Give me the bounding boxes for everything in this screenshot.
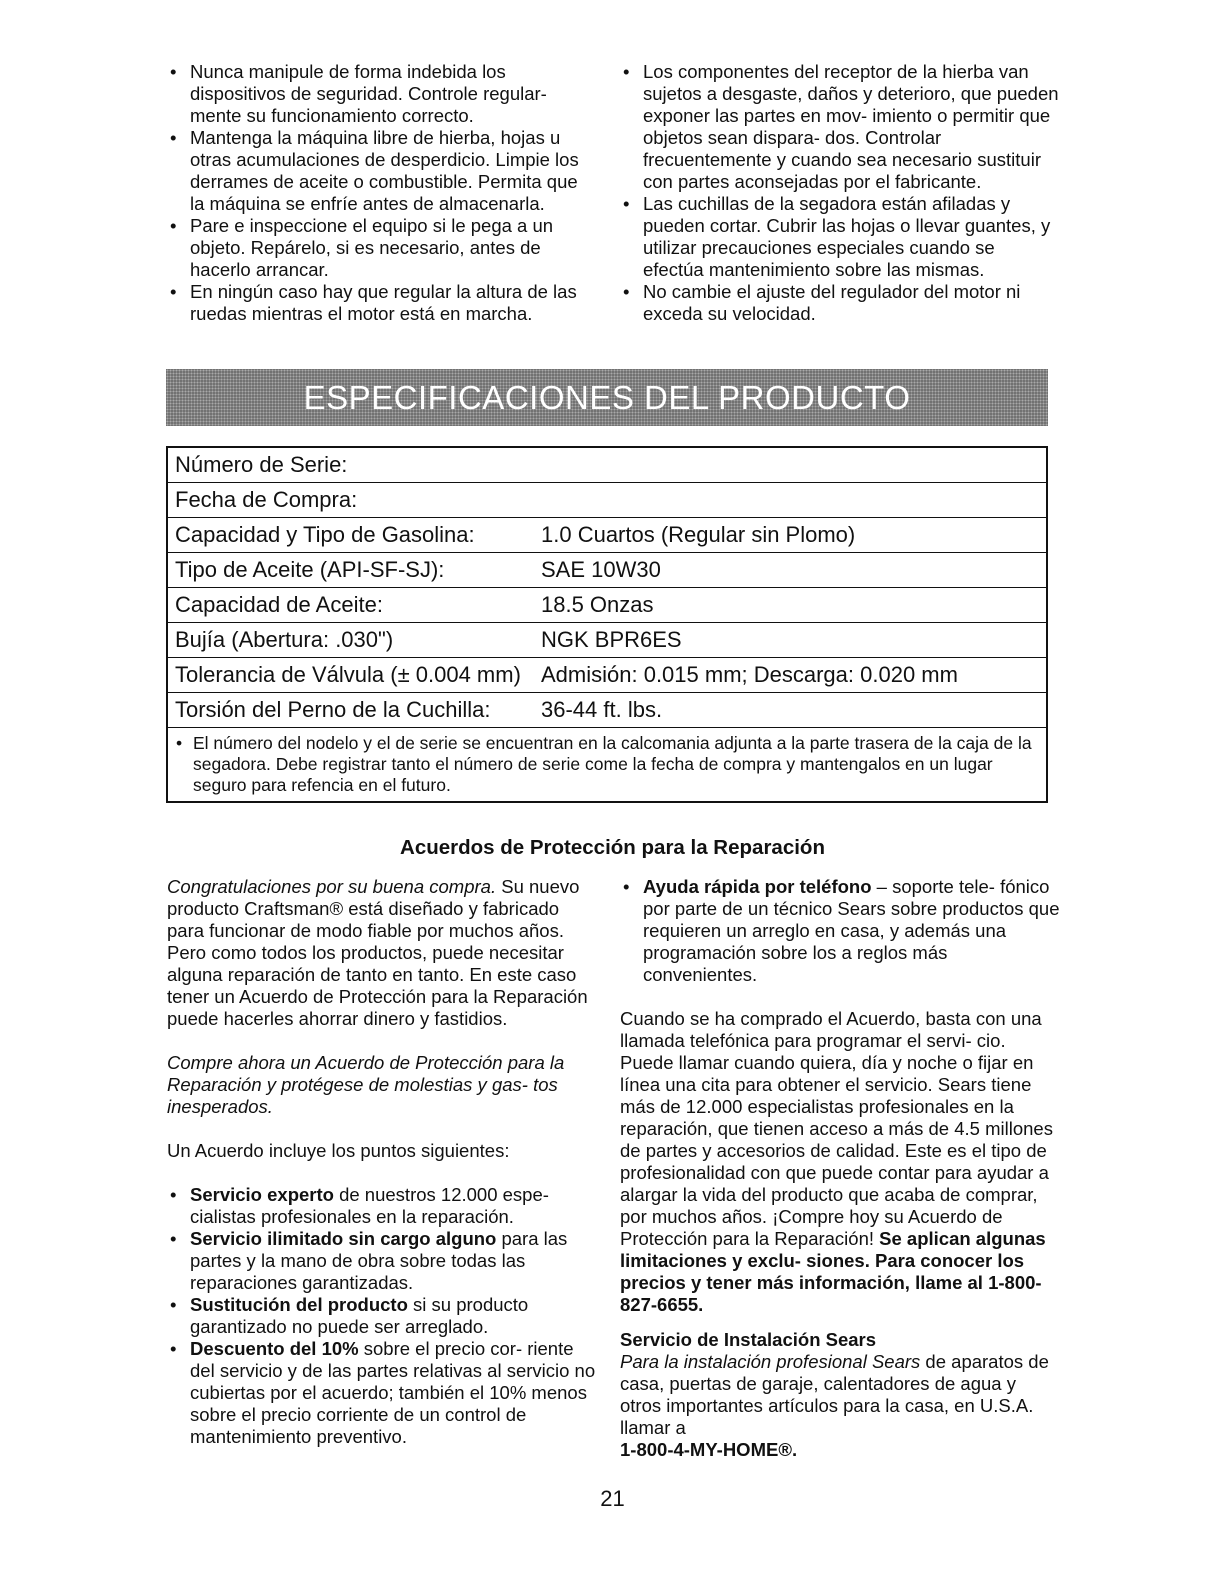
point-title: Servicio experto [190,1184,334,1205]
spec-value: NGK BPR6ES [541,627,682,652]
table-row [168,658,1046,693]
install-phone: 1-800-4-MY-HOME®. [620,1439,798,1460]
install-paragraph [620,1351,1060,1461]
point-text: sobre el precio cor- riente del servicio y de las partes relativas al servicio no cubiertas por el acuerdo; también el 10% menos sobre el precio corriente de un control de mantenimiento preventivo. [190,1338,596,1447]
includes-paragraph: Un Acuerdo incluye los puntos siguientes: [167,1140,510,1161]
spec-label: Número de Serie: [175,452,348,477]
repair-column-right [620,876,1060,1461]
list-item: • Nunca manipule de forma indebida los dispositivos de seguridad. Controle regular- mente su funcionamiento correcto. [167,61,597,127]
list-item [167,1338,597,1448]
section-heading: Acuerdos de Protección para la Reparación [400,836,825,859]
table-row [168,693,1046,728]
spec-label: Fecha de Compra: [175,487,358,512]
point-text: para las partes y la mano de obra sobre todas las reparaciones garantizadas. [190,1228,568,1293]
spec-label: Torsión del Perno de la Cuchilla: [175,697,491,722]
purchase-paragraph [620,1008,1060,1316]
intro-text: Su nuevo producto Craftsman® está diseñado y fabricado para funcionar de modo fiable por muchos años. Pero como todos los productos, puede necesitar alguna reparación de tanto en tanto. En este caso tener un Acuerdo de Protección para la Reparación puede hacerles ahorrar dinero y fastidios. [167,876,588,1029]
buy-now-text: Compre ahora un Acuerdo de Protección para la Reparación y protégese de molestias y gas- tos inesperados. [167,1052,565,1117]
point-text: si su producto garantizado no puede ser arreglado. [190,1294,529,1337]
table-row [168,588,1046,623]
list-item: • Los componentes del receptor de la hierba van sujetos a desgaste, daños y deterioro, que pueden exponer las partes en mov- imiento o permitir que objetos sean dispara- dos. Controlar frecuentemente y cuando sea necesario sustituir con partes aconsejadas por el fabricante. [620,61,1060,193]
spec-label: Tipo de Aceite (API-SF-SJ): [175,557,445,582]
spec-value: 18.5 Onzas [541,592,654,617]
list-item: • No cambie el ajuste del regulador del motor ni exceda su velocidad. [620,281,1060,325]
safety-list-right [620,61,1060,325]
point-text: – soporte tele- fónico por parte de un técnico Sears sobre productos que requieren un arreglo en casa, y además una programación sobre los a reglos más convenientes. [643,876,1060,985]
point-title: Sustitución del producto [190,1294,408,1315]
repair-column-left [167,876,597,1448]
intro-paragraph [167,876,597,1030]
spec-value: Admisión: 0.015 mm; Descarga: 0.020 mm [541,662,958,687]
table-row [168,518,1046,553]
install-heading: Servicio de Instalación Sears [620,1329,877,1350]
list-item [167,1294,597,1338]
list-item: • Pare e inspeccione el equipo si le pega a un objeto. Repárelo, si es necesario, antes de hacerlo arrancar. [167,215,597,281]
spec-value: 1.0 Cuartos (Regular sin Plomo) [541,522,856,547]
limitations-text: Se aplican algunas limitaciones y exclu- siones. Para conocer los precios y tener más información, llame al 1-800-827-6655. [620,1228,1046,1315]
point-title: Descuento del 10% [190,1338,359,1359]
table-row [168,448,1046,483]
purchase-text: Cuando se ha comprado el Acuerdo, basta con una llamada telefónica para programar el servi- cio. Puede llamar cuando quiera, día y noche o fijar en línea una cita para obtener el servicio. Sears tiene más de 12.000 especialistas profesionales en la reparación, que tienen acceso a más de 4.5 millones de partes y accesorios de calidad. Este es el tipo de profesionalidad con que puede contar para ayudar a alargar la vida del producto que acaba de comprar, por muchos años. ¡Compre hoy su Acuerdo de Protección para la Reparación! [620,1008,1053,1249]
list-item: • Las cuchillas de la segadora están afiladas y pueden cortar. Cubrir las hojas o llevar guantes, y utilizar precauciones especiales cuando se efectúa mantenimiento sobre las mismas. [620,193,1060,281]
spec-note: • El número del nodelo y el de serie se encuentran en la calcomania adjunta a la parte trasera de la caja de la segadora. Debe registrar tanto el número de serie come la fecha de compra y mantengalos en un lugar seguro para refencia en el futuro. [168,728,1046,801]
table-row [168,483,1046,518]
intro-italic: Congratulaciones por su buena compra. [167,876,497,897]
point-title: Ayuda rápida por teléfono [643,876,872,897]
spec-table [166,446,1048,803]
table-row [168,623,1046,658]
agreement-points [167,1184,597,1448]
agreement-points-continued [620,876,1060,986]
page-number: 21 [600,1486,625,1511]
list-item [167,1184,597,1228]
section-title: ESPECIFICACIONES DEL PRODUCTO [303,378,911,416]
point-text: de nuestros 12.000 espe- cialistas profesionales en la reparación. [190,1184,549,1227]
list-item [620,876,1060,986]
spec-label: Bujía (Abertura: .030") [175,627,394,652]
point-title: Servicio ilimitado sin cargo alguno [190,1228,497,1249]
table-row [168,553,1046,588]
spec-label: Capacidad y Tipo de Gasolina: [175,522,475,547]
list-item [167,1228,597,1294]
list-item: • Mantenga la máquina libre de hierba, hojas u otras acumulaciones de desperdicio. Limpie los derrames de aceite o combustible. Permita que la máquina se enfríe antes de almacenarla. [167,127,597,215]
spec-value: SAE 10W30 [541,557,661,582]
install-text: de aparatos de casa, puertas de garaje, calentadores de agua y otros importantes artículos para la casa, en U.S.A. llamar a [620,1351,1049,1438]
install-italic: Para la instalación profesional Sears [620,1351,921,1372]
list-item: • En ningún caso hay que regular la altura de las ruedas mientras el motor está en marcha. [167,281,597,325]
section-banner [166,369,1048,426]
buy-now-paragraph [167,1052,597,1118]
safety-list-left [167,61,597,325]
spec-label: Capacidad de Aceite: [175,592,383,617]
spec-label: Tolerancia de Válvula (± 0.004 mm) [175,662,521,687]
spec-value: 36-44 ft. lbs. [541,697,663,722]
